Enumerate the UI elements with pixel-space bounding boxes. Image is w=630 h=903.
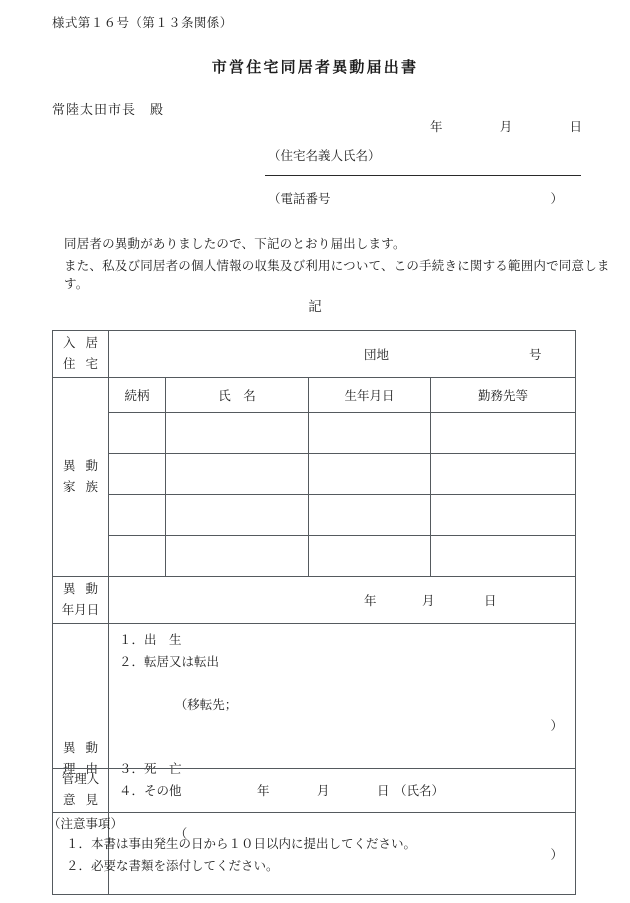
family-label-line2: 家族 bbox=[63, 480, 109, 494]
submission-date-year[interactable]: 年 bbox=[430, 120, 443, 134]
residence-label-line1: 入居 bbox=[63, 335, 109, 350]
change-date-label-cell bbox=[53, 577, 109, 624]
submission-date-row bbox=[430, 117, 582, 135]
change-date-day: 日 bbox=[484, 594, 497, 608]
family-label-line1: 異動 bbox=[63, 458, 109, 473]
cell-workplace[interactable] bbox=[431, 536, 576, 577]
change-date-label-line1: 異動 bbox=[63, 581, 109, 596]
go-label: 号 bbox=[529, 348, 542, 362]
cell-workplace[interactable] bbox=[431, 454, 576, 495]
ki-heading: 記 bbox=[308, 299, 322, 314]
phone-number-row bbox=[268, 189, 563, 207]
reason-label-line1: 異動 bbox=[63, 740, 109, 755]
notes-section bbox=[48, 814, 588, 878]
cell-relation[interactable] bbox=[109, 495, 166, 536]
manager-opinion-year: 年 bbox=[257, 784, 270, 799]
column-header-name: 氏 名 bbox=[166, 378, 309, 413]
table-row bbox=[53, 413, 576, 454]
note-item-1: １．本書は事由発生の日から１０日以内に提出してください。 bbox=[66, 837, 417, 851]
table-row bbox=[53, 454, 576, 495]
cell-relation[interactable] bbox=[109, 454, 166, 495]
manager-opinion-label-cell bbox=[53, 769, 109, 813]
submission-date-day[interactable]: 日 bbox=[569, 120, 582, 134]
notes-list bbox=[48, 834, 588, 878]
reason-move-destination-label: （移転先； bbox=[174, 697, 238, 712]
cell-name[interactable] bbox=[166, 536, 309, 577]
danchi-label: 団地 bbox=[364, 348, 390, 362]
owner-name-rule bbox=[265, 175, 581, 176]
reason-option-move[interactable]: ２．転居又は転出 bbox=[119, 654, 220, 669]
family-label-cell bbox=[53, 378, 109, 577]
column-header-relation: 続柄 bbox=[109, 378, 166, 413]
change-date-year: 年 bbox=[364, 594, 377, 608]
residence-label-line2: 住宅 bbox=[63, 357, 109, 371]
change-date-value-cell[interactable] bbox=[109, 577, 576, 624]
reason-other-detail-open-paren: （ bbox=[174, 826, 188, 841]
manager-opinion-day: 日 bbox=[377, 784, 390, 799]
owner-name-label: （住宅名義人氏名） bbox=[268, 149, 381, 163]
table-row bbox=[53, 495, 576, 536]
cell-relation[interactable] bbox=[109, 413, 166, 454]
cell-birthdate[interactable] bbox=[309, 536, 431, 577]
reason-option-birth[interactable]: １．出 生 bbox=[119, 633, 182, 647]
residence-value-cell[interactable] bbox=[109, 331, 576, 378]
body-paragraph-2: また、私及び同居者の個人情報の収集及び利用について、この手続きに関する範囲内で同意します。 bbox=[64, 259, 610, 291]
change-date-row bbox=[53, 577, 576, 624]
addressee-label: 常陸太田市長 殿 bbox=[52, 102, 165, 117]
column-header-workplace: 勤務先等 bbox=[431, 378, 576, 413]
reason-move-destination[interactable] bbox=[119, 673, 575, 759]
manager-opinion-label-line1: 管理人 bbox=[61, 772, 100, 786]
cell-name[interactable] bbox=[166, 413, 309, 454]
note-item-2: ２．必要な書類を添付してください。 bbox=[66, 858, 279, 873]
manager-opinion-name-label: （氏名） bbox=[394, 784, 445, 799]
cell-birthdate[interactable] bbox=[309, 413, 431, 454]
family-header-row bbox=[53, 378, 576, 413]
residence-label-cell bbox=[53, 331, 109, 378]
cell-birthdate[interactable] bbox=[309, 495, 431, 536]
manager-opinion-value-cell[interactable] bbox=[109, 769, 576, 813]
manager-opinion-month: 月 bbox=[317, 784, 330, 799]
cell-name[interactable] bbox=[166, 495, 309, 536]
notes-title: （注意事項） bbox=[48, 817, 124, 831]
page-title: 市営住宅同居者異動届出書 bbox=[211, 60, 419, 76]
manager-opinion-label-line2: 意見 bbox=[63, 793, 109, 808]
change-date-month: 月 bbox=[422, 594, 435, 608]
cell-workplace[interactable] bbox=[431, 413, 576, 454]
cell-birthdate[interactable] bbox=[309, 454, 431, 495]
reason-other-detail-close-paren: ） bbox=[550, 848, 563, 862]
manager-opinion-row bbox=[53, 769, 576, 813]
column-header-birthdate: 生年月日 bbox=[309, 378, 431, 413]
reason-label-line2: 理由 bbox=[63, 762, 109, 776]
table-row bbox=[53, 536, 576, 577]
change-date-label-line2: 年月日 bbox=[61, 603, 100, 617]
form-number: 様式第１６号（第１３条関係） bbox=[52, 16, 233, 30]
reason-move-destination-close-paren: ） bbox=[550, 719, 563, 733]
phone-number-close-paren: ） bbox=[550, 192, 563, 206]
reason-option-other[interactable]: ４．その他 bbox=[119, 783, 182, 798]
reason-option-death[interactable]: ３．死 亡 bbox=[119, 762, 182, 776]
cell-workplace[interactable] bbox=[431, 495, 576, 536]
residence-row bbox=[53, 331, 576, 378]
phone-number-label: （電話番号 bbox=[268, 192, 331, 206]
submission-date-month[interactable]: 月 bbox=[499, 120, 513, 134]
body-paragraph-1: 同居者の異動がありましたので、下記のとおり届出します。 bbox=[64, 237, 406, 251]
manager-opinion-table bbox=[52, 768, 576, 813]
cell-relation[interactable] bbox=[109, 536, 166, 577]
cell-name[interactable] bbox=[166, 454, 309, 495]
